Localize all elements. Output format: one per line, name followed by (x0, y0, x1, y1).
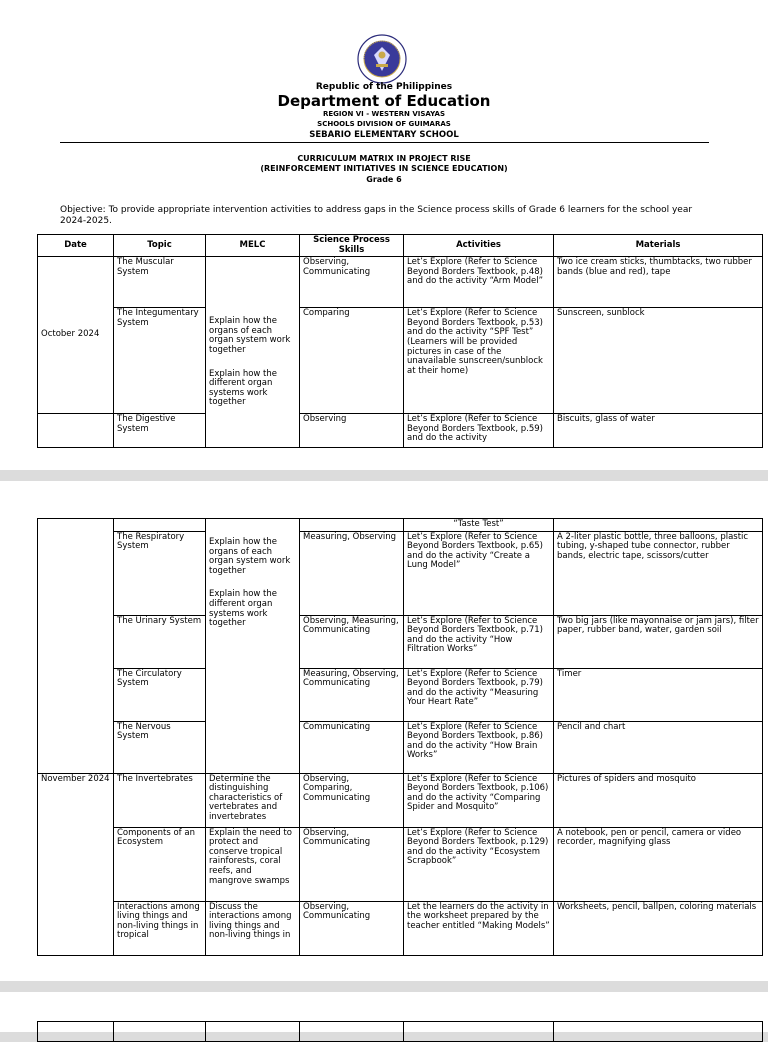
topic-cell: The Circulatory System (114, 668, 206, 721)
header-divider (60, 142, 709, 143)
skills-cell: Observing, Communicating (300, 901, 404, 955)
cell (554, 1022, 763, 1042)
topic-cell: Components of an Ecosystem (114, 827, 206, 901)
skills-cell: Observing, Communicating (300, 257, 404, 308)
col-header-activities: Activities (404, 235, 554, 257)
materials-cell: Biscuits, glass of water (554, 414, 763, 448)
department-name: Department of Education (277, 92, 491, 110)
objective-text: Objective: To provide appropriate intervention activities to address gaps in the Science process skills of Grade 6 learners for the school year 2024-2025. (60, 205, 693, 226)
document-page-2 (0, 481, 768, 981)
melc-text: Explain how the different organ systems work together (209, 589, 278, 629)
activity-note: (Learners will be provided pictures in case of the unavailable sunscreen/sunblock at their home) (407, 336, 543, 376)
topic-cell: Interactions among living things and non-living things in tropical (114, 901, 206, 955)
materials-cell-empty (554, 519, 763, 532)
materials-cell: Timer (554, 668, 763, 721)
skills-cell: Observing, Communicating (300, 827, 404, 901)
cell (38, 1022, 114, 1042)
materials-cell: A notebook, pen or pencil, camera or video recorder, magnifying glass (554, 827, 763, 901)
cell (404, 1022, 554, 1042)
activities-cell: Let’s Explore (Refer to Science Beyond Borders Textbook, p.86) and do the activity “How Brain Works” (404, 721, 554, 773)
skills-cell: Comparing (300, 308, 404, 414)
grade-level: Grade 6 (366, 175, 402, 184)
melc-text: Explain how the different organ systems work together (209, 368, 278, 408)
skills-cell: Observing, Measuring, Communicating (300, 615, 404, 668)
table-row (38, 827, 763, 901)
school-name: SEBARIO ELEMENTARY SCHOOL (309, 130, 459, 140)
cell (114, 1022, 206, 1042)
table-row (38, 721, 763, 773)
activities-cell: Let’s Explore (Refer to Science Beyond Borders Textbook, p.129) and do the activity “Ecosystem Scrapbook” (404, 827, 554, 901)
melc-cell: Determine the distinguishing characteristics of vertebrates and invertebrates (206, 773, 300, 827)
republic-line: Republic of the Philippines (315, 82, 453, 92)
activity-text: Let’s Explore (Refer to Science Beyond Borders Textbook, p.53) and do the activity “SPF Test” (407, 308, 543, 338)
activities-cell: Let’s Explore (Refer to Science Beyond Borders Textbook, p.48) and do the activity “Arm Model” (404, 257, 554, 308)
document-page-3 (0, 992, 768, 1032)
topic-cell-empty (114, 519, 206, 532)
table-row (38, 901, 763, 955)
activities-cell: Let’s Explore (Refer to Science Beyond Borders Textbook, p.59) and do the activity (404, 414, 554, 448)
table-row (38, 531, 763, 615)
curriculum-table-page1 (37, 234, 763, 448)
skills-cell: Communicating (300, 721, 404, 773)
materials-cell: Two ice cream sticks, thumbtacks, two rubber bands (blue and red), tape (554, 257, 763, 308)
date-cell-empty (38, 519, 114, 774)
col-header-skills: Science Process Skills (300, 235, 404, 257)
materials-cell: Two big jars (like mayonnaise or jam jars), filter paper, rubber band, water, garden soil (554, 615, 763, 668)
table-row (38, 414, 763, 448)
curriculum-table-page2 (37, 518, 763, 956)
materials-cell: Sunscreen, sunblock (554, 308, 763, 414)
materials-cell: Pictures of spiders and mosquito (554, 773, 763, 827)
melc-cell: Discuss the interactions among living things and non-living things in (206, 901, 300, 955)
date-cell-empty (38, 414, 114, 448)
topic-cell: The Integumentary System (114, 308, 206, 414)
deped-seal-logo (357, 34, 407, 84)
col-header-date: Date (38, 235, 114, 257)
region-line: REGION VI - WESTERN VISAYAS (322, 110, 446, 118)
skills-cell: Observing, Comparing, Communicating (300, 773, 404, 827)
col-header-materials: Materials (554, 235, 763, 257)
topic-cell: The Urinary System (114, 615, 206, 668)
materials-cell: Pencil and chart (554, 721, 763, 773)
document-page-1 (0, 0, 768, 470)
activities-cell: “Taste Test” (404, 519, 554, 532)
melc-text: Explain how the organs of each organ system work together (209, 537, 291, 576)
topic-cell: The Invertebrates (114, 773, 206, 827)
activities-cell: Let’s Explore (Refer to Science Beyond Borders Textbook, p.71) and do the activity “How Filtration Works” (404, 615, 554, 668)
topic-cell: The Muscular System (114, 257, 206, 308)
table-row (38, 257, 763, 308)
table-row (38, 1022, 763, 1042)
topic-cell: The Respiratory System (114, 531, 206, 615)
activities-cell (404, 308, 554, 414)
melc-cell (206, 519, 300, 774)
curriculum-table-page3 (37, 1021, 763, 1042)
division-line: SCHOOLS DIVISION OF GUIMARAS (317, 120, 451, 128)
table-row (38, 668, 763, 721)
table-row (38, 773, 763, 827)
skills-cell: Observing (300, 414, 404, 448)
materials-cell: A 2-liter plastic bottle, three balloons, plastic tubing, y-shaped tube connector, rubber bands, electric tape, scissors/cutter (554, 531, 763, 615)
date-cell: November 2024 (38, 773, 114, 955)
cell (206, 1022, 300, 1042)
skills-cell: Measuring, Observing (300, 531, 404, 615)
date-cell: October 2024 (38, 257, 114, 414)
activities-cell: Let’s Explore (Refer to Science Beyond Borders Textbook, p.79) and do the activity “Measuring Your Heart Rate” (404, 668, 554, 721)
activities-cell: Let’s Explore (Refer to Science Beyond Borders Textbook, p.106) and do the activity “Comparing Spider and Mosquito” (404, 773, 554, 827)
melc-cell: Explain the need to protect and conserve tropical rainforests, coral reefs, and mangrove swamps (206, 827, 300, 901)
activities-cell: Let the learners do the activity in the worksheet prepared by the teacher entitled “Making Models” (404, 901, 554, 955)
skills-cell: Measuring, Observing, Communicating (300, 668, 404, 721)
table-row (38, 519, 763, 532)
table-header-row (38, 235, 763, 257)
matrix-title: CURRICULUM MATRIX IN PROJECT RISE (297, 154, 471, 163)
cell (300, 1022, 404, 1042)
table-row (38, 615, 763, 668)
topic-cell: The Nervous System (114, 721, 206, 773)
col-header-topic: Topic (114, 235, 206, 257)
skills-cell-empty (300, 519, 404, 532)
table-row (38, 308, 763, 414)
activities-cell: Let’s Explore (Refer to Science Beyond Borders Textbook, p.65) and do the activity “Create a Lung Model” (404, 531, 554, 615)
materials-cell: Worksheets, pencil, ballpen, coloring materials (554, 901, 763, 955)
matrix-subtitle: (REINFORCEMENT INITIATIVES IN SCIENCE EDUCATION) (260, 164, 508, 173)
col-header-melc: MELC (206, 235, 300, 257)
melc-cell (206, 257, 300, 448)
topic-cell: The Digestive System (114, 414, 206, 448)
melc-text: Explain how the organs of each organ system work together (209, 316, 291, 355)
